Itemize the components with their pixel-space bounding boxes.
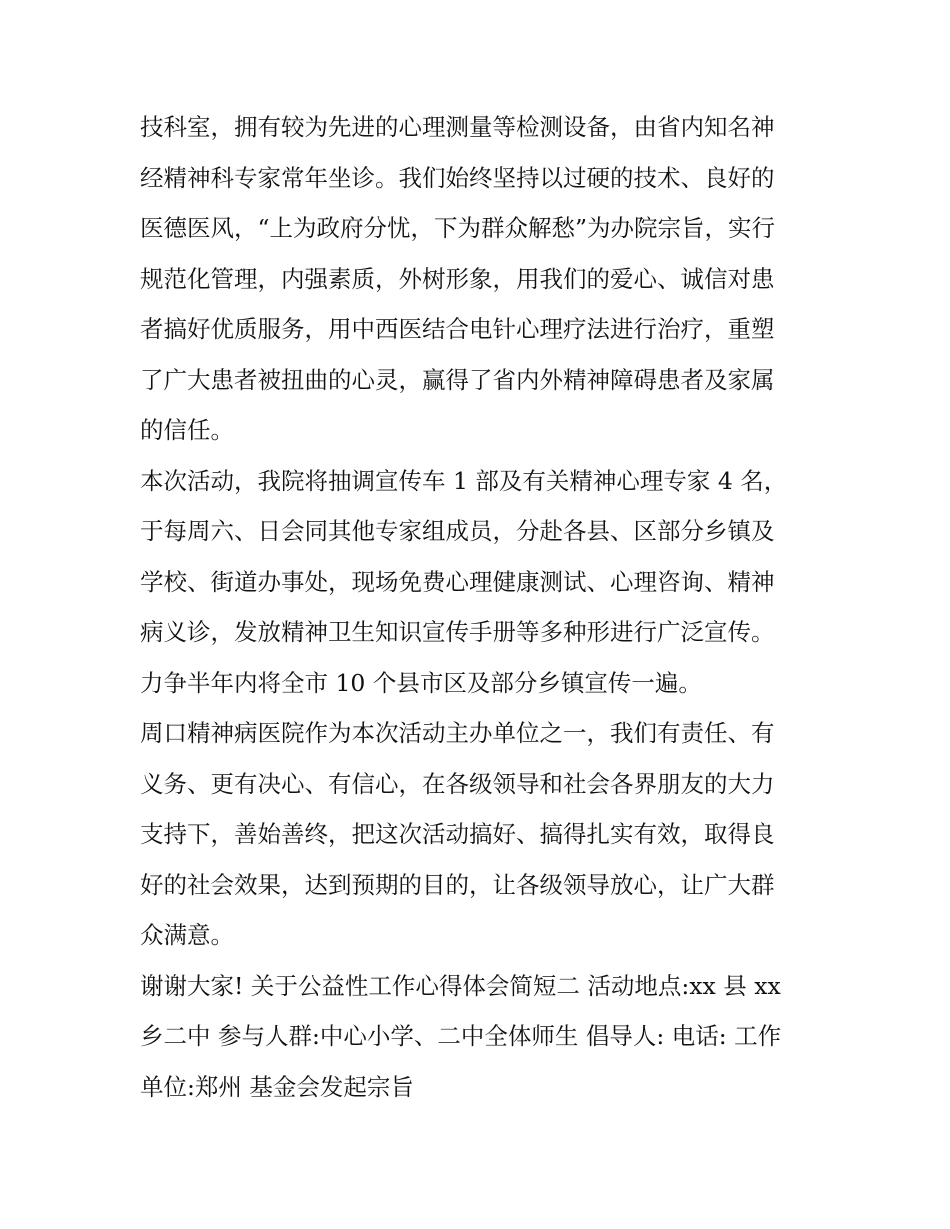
text-line: 乡二中 参与人群:中心小学、二中全体师生 倡导人: 电话: 工作 xyxy=(140,1022,782,1050)
text-line: 单位:郑州 基金会发起宗旨 xyxy=(140,1072,414,1101)
text-line: 学校、街道办事处，现场免费心理健康测试、心理咨询、精神 xyxy=(140,567,775,596)
text-line: 的信任。 xyxy=(140,416,234,444)
text-line: 者搞好优质服务，用中西医结合电针心理疗法进行治疗，重塑 xyxy=(140,315,775,343)
text-line: 周口精神病医院作为本次活动主办单位之一，我们有责任、有 xyxy=(140,719,775,747)
text-line: 规范化管理，内强素质，外树形象，用我们的爱心、诚信对患 xyxy=(140,264,775,293)
text-line: 了广大患者被扭曲的心灵，赢得了省内外精神障碍患者及家属 xyxy=(140,365,775,394)
body-text xyxy=(140,102,830,1112)
text-line: 于每周六、日会同其他专家组成员，分赴各县、区部分乡镇及 xyxy=(140,517,775,545)
text-line: 义务、更有决心、有信心，在各级领导和社会各界朋友的大力 xyxy=(140,769,775,798)
text-line: 支持下，善始善终，把这次活动搞好、搞得扎实有效，取得良 xyxy=(140,820,775,848)
text-line: 力争半年内将全市 10 个县市区及部分乡镇宣传一遍。 xyxy=(140,668,702,697)
text-line: 众满意。 xyxy=(140,921,234,949)
text-line: 医德医风，“上为政府分忧，下为群众解愁”为办院宗旨，实行 xyxy=(140,214,776,242)
text-line: 病义诊，发放精神卫生知识宣传手册等多种形进行广泛宣传。 xyxy=(140,618,775,646)
text-line: 经精神科专家常年坐诊。我们始终坚持以过硬的技术、良好的 xyxy=(140,163,775,192)
text-line: 好的社会效果，达到预期的目的，让各级领导放心，让广大群 xyxy=(140,870,775,899)
text-line: 谢谢大家! 关于公益性工作心得体会简短二 活动地点:xx 县 xx xyxy=(140,971,781,1000)
text-line: 技科室，拥有较为先进的心理测量等检测设备，由省内知名神 xyxy=(140,113,775,141)
text-line: 本次活动，我院将抽调宣传车 1 部及有关精神心理专家 4 名， xyxy=(140,466,788,495)
